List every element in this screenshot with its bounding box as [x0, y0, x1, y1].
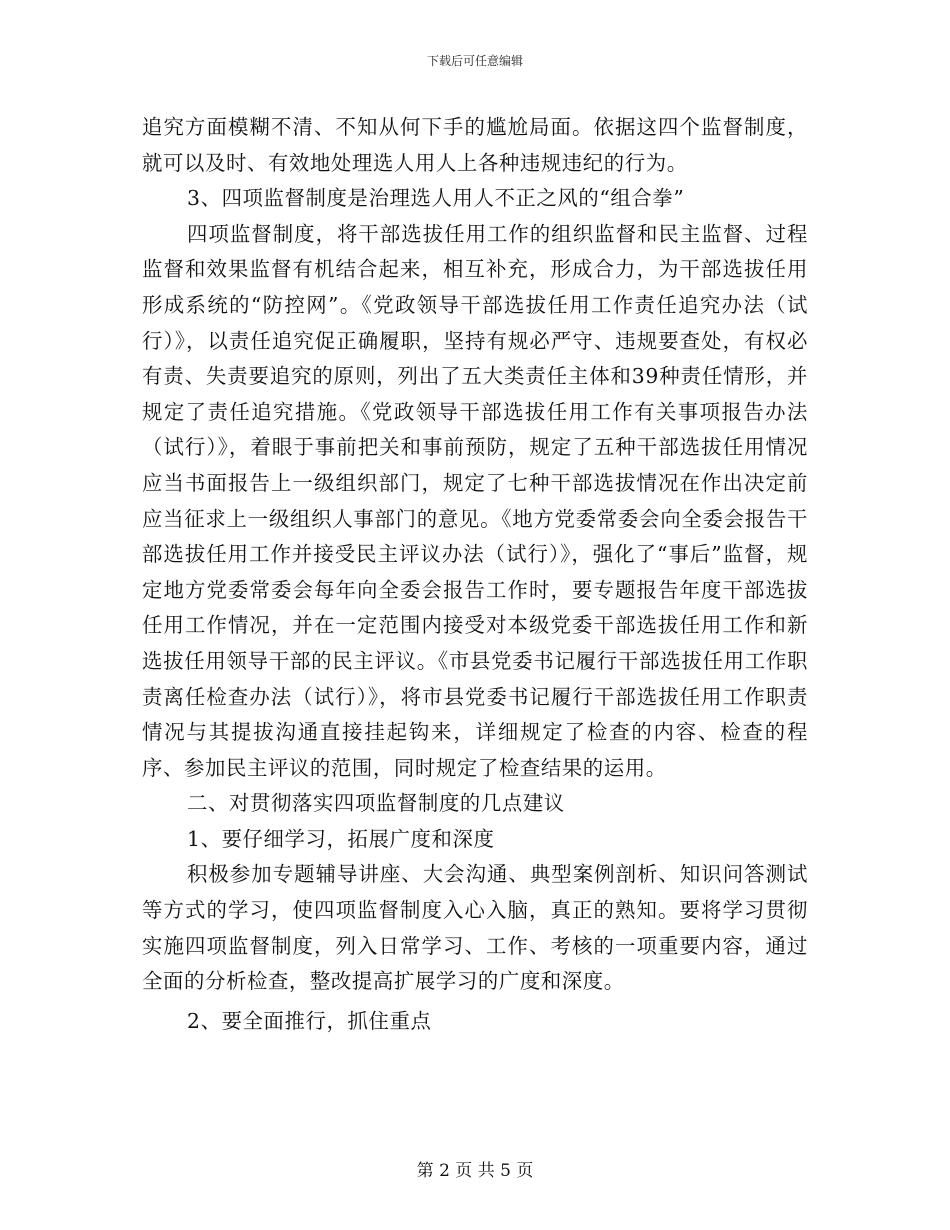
page-header-note: 下载后可任意编辑	[426, 54, 523, 68]
section-subheading: 3、四项监督制度是治理选人用人不正之风的“组合拳”	[187, 186, 685, 211]
section-subheading: 2、要全面推行，抓住重点	[187, 1008, 432, 1033]
document-body	[142, 110, 808, 1039]
section-subheading: 1、要仔细学习，拓展广度和深度	[187, 826, 495, 851]
section-heading: 二、对贯彻落实四项监督制度的几点建议	[187, 791, 565, 816]
page-number-footer: 第 2 页 共 5 页	[416, 1161, 534, 1181]
body-paragraph: 追究方面模糊不清、不知从何下手的尴尬局面。依据这四个监督制度，就可以及时、有效地处理选人用人上各种违规违纪的行为。	[142, 115, 808, 175]
body-paragraph: 四项监督制度，将干部选拔任用工作的组织监督和民主监督、过程监督和效果监督有机结合起来，相互补充，形成合力，为干部选拔任用形成系统的“防控网”。《党政领导干部选拔任用工作责任追究办法（试行）》，以责任追究促正确履职，坚持有规必严守、违规要查处，有权必有责、失责要追究的原则，列出了五大类责任主体和39种责任情形，并规定了责任追究措施。《党政领导干部选拔任用工作有关事项报告办法（试行）》，着眼于事前把关和事前预防，规定了五种干部选拔任用情况应当书面报告上一级组织部门，规定了七种干部选拔情况在作出决定前应当征求上一级组织人事部门的意见。《地方党委常委会向全委会报告干部选拔任用工作并接受民主评议办法（试行）》，强化了“事后”监督，规定地方党委常委会每年向全委会报告工作时，要专题报告年度干部选拔任用工作情况，并在一定范围内接受对本级党委干部选拔任用工作和新选拔任用领导干部的民主评议。《市县党委书记履行干部选拔任用工作职责离任检查办法（试行）》，将市县党委书记履行干部选拔任用工作职责情况与其提拔沟通直接挂起钩来，详细规定了检查的内容、检查的程序、参加民主评议的范围，同时规定了检查结果的运用。	[142, 221, 808, 780]
body-paragraph: 积极参加专题辅导讲座、大会沟通、典型案例剖析、知识问答测试等方式的学习，使四项监督制度入心入脑，真正的熟知。要将学习贯彻实施四项监督制度，列入日常学习、工作、考核的一项重要内容，通过全面的分析检查，整改提高扩展学习的广度和深度。	[142, 862, 808, 994]
